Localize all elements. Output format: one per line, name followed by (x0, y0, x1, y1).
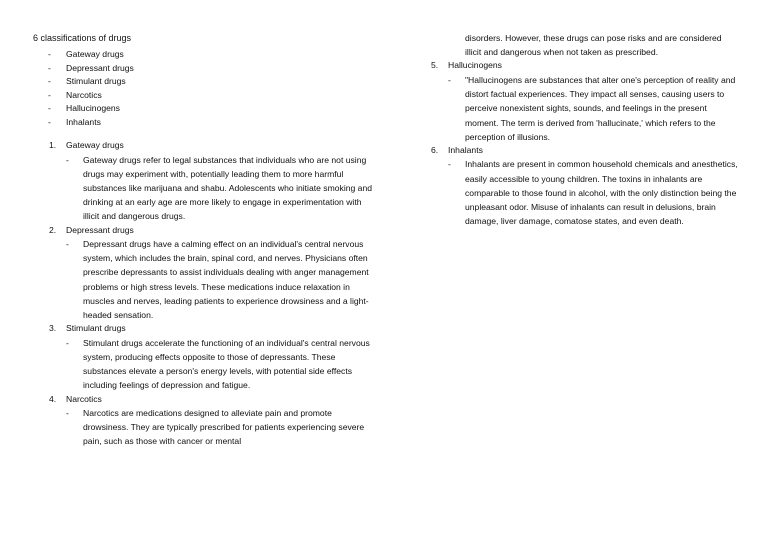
section-paragraph (66, 237, 373, 322)
list-item (33, 102, 373, 116)
section-text-continued: disorders. However, these drugs can pose risks and are considered illicit and dangerous when not taken as prescribed. (465, 33, 722, 58)
left-column (33, 31, 373, 449)
dash-marker: - (66, 408, 69, 419)
list-item (33, 89, 373, 103)
section-number: 5. (431, 60, 439, 71)
list-item-label: Hallucinogens (66, 103, 120, 113)
document-heading: 6 classifications of drugs (33, 33, 132, 43)
section-number: 4. (49, 393, 57, 404)
section-title (49, 393, 373, 407)
dash-marker: - (48, 89, 51, 100)
section-number: 2. (49, 224, 57, 235)
dash-marker: - (66, 239, 69, 250)
dash-marker: - (66, 337, 69, 348)
section-text: Narcotics are medications designed to alleviate pain and promote drowsiness. They are typically prescribed for patients experiencing severe pain, such as those with cancer or mental (83, 408, 365, 447)
dash-marker: - (48, 76, 51, 86)
list-item-label: Inhalants (66, 116, 101, 127)
section-title (49, 224, 373, 238)
section-title-text: Hallucinogens (448, 60, 502, 71)
section-text: "Hallucinogens are substances that alter one's perception of reality and distort factual experiences. They impact all senses, causing users to perceive nonexistent sights, sounds, and feelings in the present moment. The term is derived from 'hallucinate,' which refers to the perception of illusions. (465, 74, 736, 142)
section-narcotics (33, 393, 373, 449)
list-item-label: Narcotics (66, 89, 102, 100)
section-title-text: Stimulant drugs (66, 323, 126, 334)
section-title (49, 139, 373, 153)
dash-marker: - (66, 154, 69, 165)
section-text: Stimulant drugs accelerate the functioning of an individual's central nervous system, producing effects opposite to those of depressants. These substances elevate a person's energy levels, with potential side effects including feelings of depression and fatigue. (83, 337, 370, 391)
section-number: 6. (431, 144, 439, 155)
list-item-label: Gateway drugs (66, 49, 124, 59)
list-item (33, 116, 373, 130)
list-item-label: Depressant drugs (66, 62, 134, 73)
section-title (431, 59, 740, 73)
dash-marker: - (48, 116, 51, 127)
dash-marker: - (448, 74, 451, 85)
dash-marker: - (48, 49, 51, 59)
section-number: 1. (49, 140, 57, 150)
section-stimulant-drugs (33, 322, 373, 392)
section-hallucinogens (415, 59, 740, 144)
section-paragraph (448, 73, 740, 144)
section-paragraph (448, 157, 740, 228)
list-item (33, 62, 373, 76)
dash-marker: - (448, 159, 451, 170)
list-item (33, 75, 373, 89)
section-text: Depressant drugs have a calming effect on an individual's central nervous system, which includes the brain, spinal cord, and nerves. Physicians often prescribe depressants to assist individuals dealing with anger management problems or high stress levels. These medications induce relaxation in muscles and nerves, leading patients to experience drowsiness and a light-headed sensation. (83, 239, 369, 321)
section-title-text: Narcotics (66, 393, 102, 404)
section-title-text: Inhalants (448, 144, 483, 155)
section-narcotics-continued (415, 31, 740, 59)
right-column (415, 31, 740, 228)
dash-marker: - (48, 62, 51, 73)
section-inhalants (415, 144, 740, 229)
dash-marker: - (48, 103, 51, 113)
list-item-label: Stimulant drugs (66, 76, 126, 86)
section-text: Gateway drugs refer to legal substances that individuals who are not using drugs may experiment with, potentially leading them to more harmful substances like marijuana and shabu. Adolescents who initiate smoking and drinking at an early age are more likely to engage in experimentation with illicit and dangerous drugs. (83, 154, 373, 222)
section-number: 3. (49, 323, 57, 334)
section-title-text: Gateway drugs (66, 140, 124, 150)
section-depressant-drugs (33, 224, 373, 323)
section-paragraph (66, 406, 373, 449)
section-gateway-drugs (33, 139, 373, 224)
section-title-text: Depressant drugs (66, 224, 134, 235)
list-item (33, 48, 373, 62)
section-title (431, 144, 740, 158)
classification-list (33, 48, 373, 129)
section-title (49, 322, 373, 336)
section-text: Inhalants are present in common household chemicals and anesthetics, easily accessible to young children. The toxins in inhalants are comparable to those found in alcohol, with the only distinction being the unpleasant odor. Misuse of inhalants can result in delusions, brain damage, liver damage, comatose states, and even death. (465, 159, 738, 227)
section-paragraph (66, 153, 373, 224)
section-paragraph (66, 336, 373, 393)
